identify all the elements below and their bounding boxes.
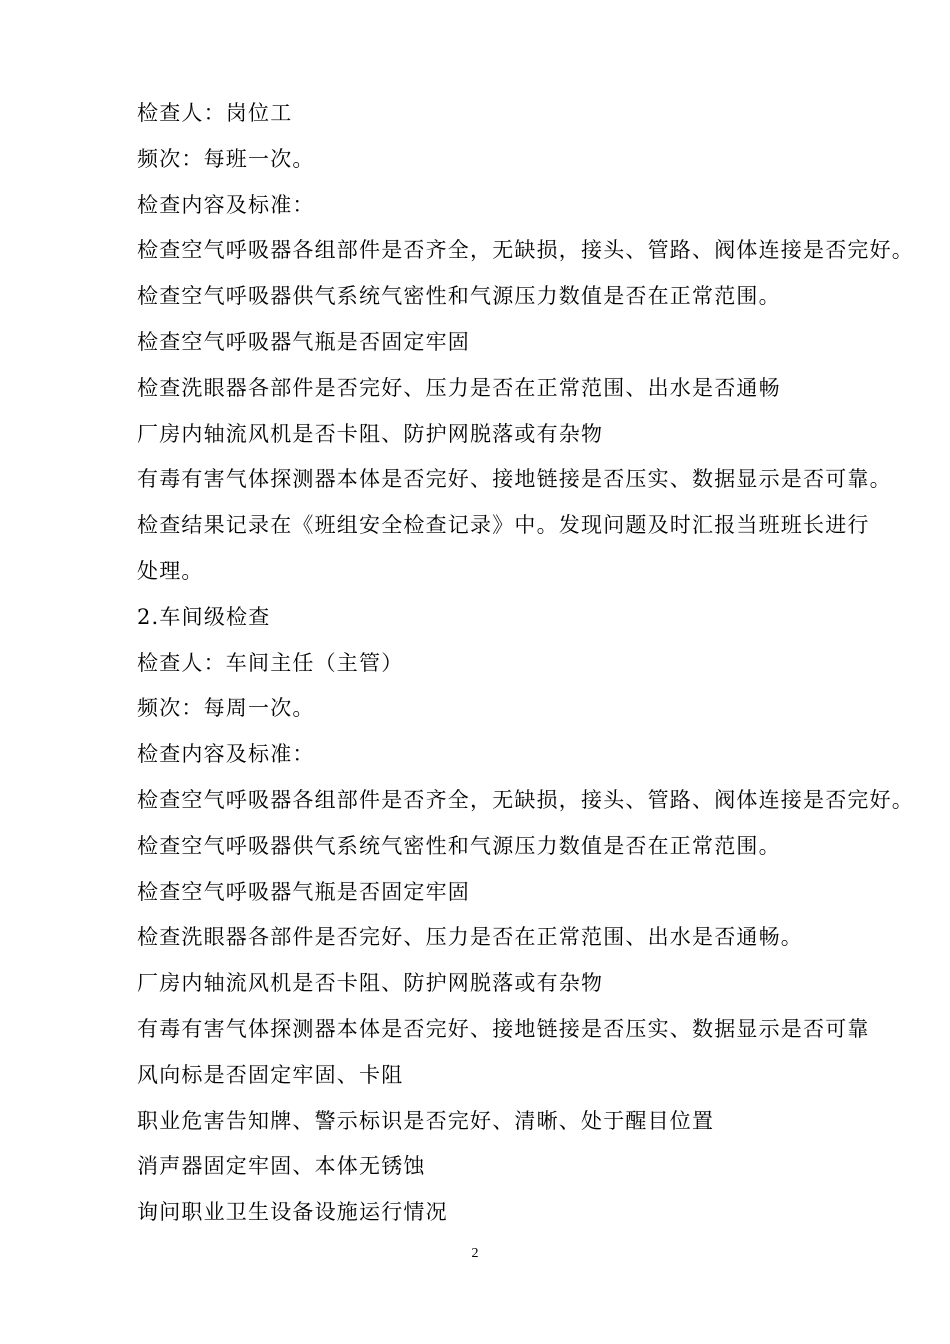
section-heading: 2.车间级检查: [137, 604, 271, 629]
check-item: 职业危害告知牌、警示标识是否完好、清晰、处于醒目位置: [137, 1108, 715, 1133]
check-item: 检查洗眼器各部件是否完好、压力是否在正常范围、出水是否通畅。: [137, 925, 803, 950]
check-item: 询问职业卫生设备设施运行情况: [137, 1200, 448, 1225]
check-item: 检查空气呼吸器气瓶是否固定牢固: [137, 879, 470, 904]
content-standard-heading: 检查内容及标准：: [137, 192, 315, 217]
frequency-line: 频次：每周一次。: [137, 696, 315, 721]
check-item: 检查空气呼吸器各组部件是否齐全，无缺损，接头、管路、阀体连接是否完好。: [137, 787, 914, 812]
inspector-line: 检查人：车间主任（主管）: [137, 650, 404, 675]
record-instruction-continued: 处理。: [137, 558, 204, 583]
check-item: 检查空气呼吸器各组部件是否齐全，无缺损，接头、管路、阀体连接是否完好。: [137, 238, 914, 263]
frequency-line: 频次：每班一次。: [137, 146, 315, 171]
check-item: 检查空气呼吸器供气系统气密性和气源压力数值是否在正常范围。: [137, 284, 781, 309]
check-item: 厂房内轴流风机是否卡阻、防护网脱落或有杂物: [137, 971, 604, 996]
content-standard-heading: 检查内容及标准：: [137, 742, 315, 767]
check-item: 有毒有害气体探测器本体是否完好、接地链接是否压实、数据显示是否可靠: [137, 1016, 870, 1041]
check-item: 厂房内轴流风机是否卡阻、防护网脱落或有杂物: [137, 421, 604, 446]
check-item: 检查空气呼吸器供气系统气密性和气源压力数值是否在正常范围。: [137, 833, 781, 858]
check-item: 检查洗眼器各部件是否完好、压力是否在正常范围、出水是否通畅: [137, 375, 781, 400]
check-item: 消声器固定牢固、本体无锈蚀: [137, 1154, 426, 1179]
page-number: 2: [471, 1246, 479, 1261]
check-item: 风向标是否固定牢固、卡阻: [137, 1062, 404, 1087]
check-item: 有毒有害气体探测器本体是否完好、接地链接是否压实、数据显示是否可靠。: [137, 467, 892, 492]
record-instruction: 检查结果记录在《班组安全检查记录》中。发现问题及时汇报当班班长进行: [137, 513, 870, 538]
inspector-line: 检查人：岗位工: [137, 101, 293, 125]
check-item: 检查空气呼吸器气瓶是否固定牢固: [137, 329, 470, 354]
document-body: [137, 91, 914, 1236]
